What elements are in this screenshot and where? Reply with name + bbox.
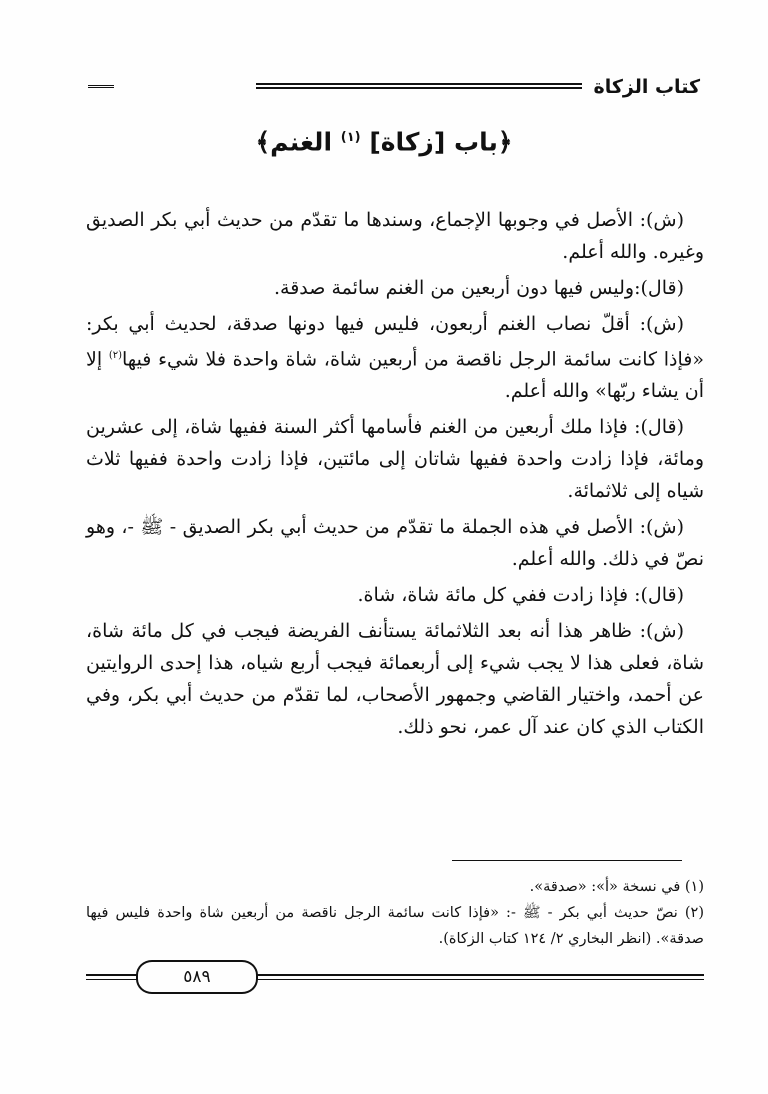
paragraph-2: (قال):وليس فيها دون أربعين من الغنم سائمة صدقة. [274, 277, 684, 299]
paragraph-1: (ش): الأصل في وجوبها الإجماع، وسندها ما تقدّم من حديث أبي بكر الصديق وغيره. والله أعلم. [86, 209, 704, 263]
paragraph-3 [86, 308, 704, 407]
footnote-1: (١) في نسخة «أ»: «صدقة». [529, 879, 704, 895]
paragraph-3-note-marker: (٢) [108, 350, 123, 361]
chapter-title-start: باب [زكاة] [369, 127, 498, 157]
footnote-divider [452, 860, 682, 861]
paragraph-7: (ش): ظاهر هذا أنه بعد الثلاثمائة يستأنف الفريضة فيجب في كل مائة شاة، شاة، فعلى هذا لا يجب شيء إلى أربعمائة فيجب أربع شياه، هذا إحدى الروايتين عن أحمد، واختيار القاضي وجمهور الأصحاب، لما تقدّم من حديث أبي بكر، وفي الكتاب الذي كان عند آل عمر، نحو ذلك. [86, 620, 704, 739]
chapter-close-bracket: ﴾ [255, 127, 271, 157]
chapter-title [0, 118, 768, 162]
header-rule-short [88, 85, 114, 91]
chapter-note-marker: (١) [340, 130, 361, 145]
header-rule [256, 83, 582, 89]
paragraph-6: (قال): فإذا زادت ففي كل مائة شاة، شاة. [357, 584, 684, 607]
running-header-title: كتاب الزكاة [593, 76, 700, 98]
main-text [86, 204, 704, 747]
page-footer [86, 960, 704, 994]
footnotes [86, 874, 704, 952]
page-number: ٥٨٩ [136, 960, 258, 994]
footnote-2: (٢) نصّ حديث أبي بكر - ﷺ -: «فإذا كانت سائمة الرجل ناقصة من أربعين شاة واحدة فليس فيها صدقة». (انظر البخاري ٢/ ١٢٤ كتاب الزكاة). [86, 905, 704, 947]
paragraph-4: (قال): فإذا ملك أربعين من الغنم فأسامها أكثر السنة ففيها شاة، إلى عشرين ومائة، فإذا زادت واحدة ففيها شاتان إلى مائتين، فإذا زادت واحدة ففيها ثلاث شياه إلى ثلاثمائة. [86, 416, 704, 503]
chapter-title-end: الغنم [270, 127, 333, 157]
paragraph-5: (ش): الأصل في هذه الجملة ما تقدّم من حديث أبي بكر الصديق - ﷺ -، وهو نصّ في ذلك. والله أعلم. [86, 516, 704, 571]
paragraph-3-text: (ش): أقلّ نصاب الغنم أربعون، فليس فيها دونها صدقة، لحديث أبي بكر: «فإذا كانت سائمة الرجل ناقصة من أربعين شاة، شاة واحدة فلا شيء فيها [86, 313, 704, 371]
paragraph-3-end: إلا أن يشاء ربّها» والله أعلم. [86, 348, 704, 403]
running-header [88, 72, 700, 102]
chapter-open-bracket: ﴿ [497, 127, 513, 157]
